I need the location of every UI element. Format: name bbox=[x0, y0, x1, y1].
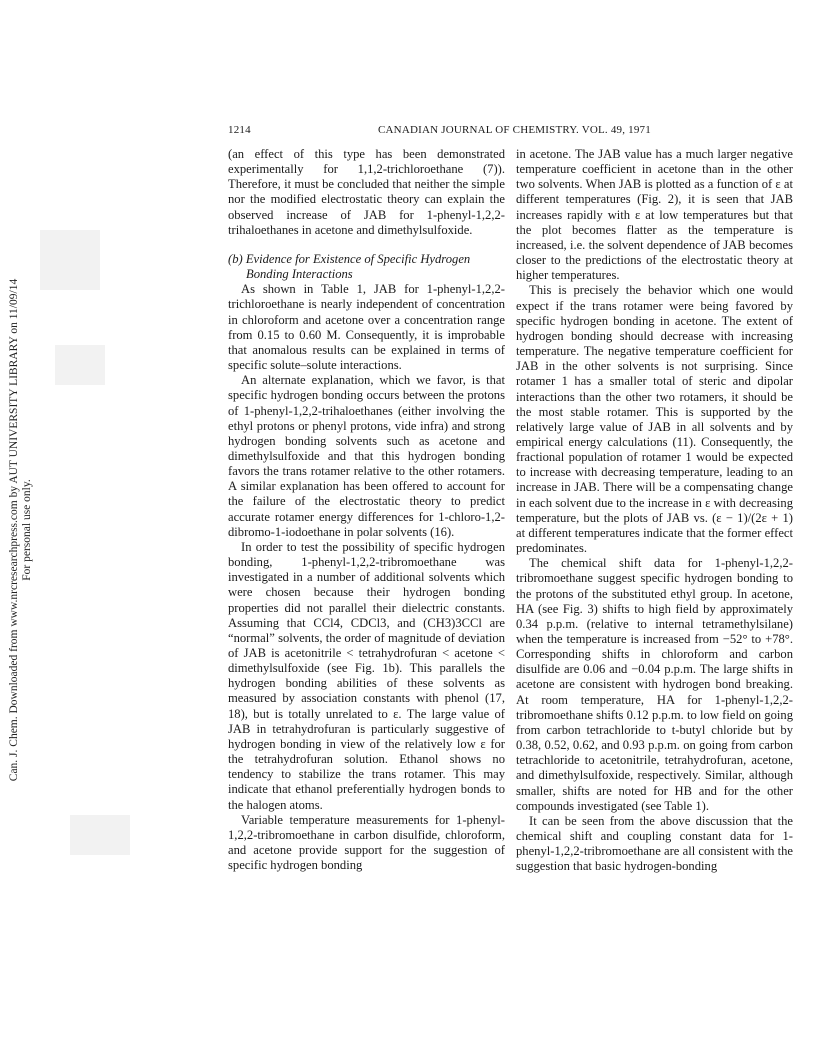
paragraph: An alternate explanation, which we favor, is that specific hydrogen bonding occurs between the protons of 1-phenyl-1,2,2-trihaloethanes (either involving the ethyl protons or phenyl protons, vide infra) and strong hydrogen bonding solvents such as acetone and dimethylsulfoxide and that this hydrogen bonding favors the trans rotamer relative to the other rotamers. A similar explanation has been offered to account for the failure of the electrostatic theory to predict accurate rotamer energy differences for 1-chloro-1,2-dibromo-1-iodoethane in polar solvents (16). bbox=[228, 373, 505, 539]
paragraph: (an effect of this type has been demonstrated experimentally for 1,1,2-trichloroethane (7)). Therefore, it must be concluded that neither the simple nor the modified electrostatic theory can explain the observed increase of JAB for 1-phenyl-1,2,2-trihaloethanes in acetone and dimethylsulfoxide. bbox=[228, 147, 505, 237]
watermark-line-2: For personal use only. bbox=[21, 479, 33, 581]
journal-title: CANADIAN JOURNAL OF CHEMISTRY. VOL. 49, 1971 bbox=[378, 124, 651, 136]
left-column bbox=[228, 147, 505, 873]
paragraph: This is precisely the behavior which one would expect if the trans rotamer were being favored by specific hydrogen bonding in acetone. The extent of hydrogen bonding should decrease with increasing temperature. The negative temperature coefficient for JAB in the other solvents is not surprising. Since rotamer 1 has a smaller total of steric and dipolar interactions than the other two rotamers, it should be the most stable rotamer. This is supported by the relatively large value of JAB in all solvents and by empirical energy calculations (11). Consequently, the fractional population of rotamer 1 would be expected to increase with decreasing temperature, leading to an increase in JAB. There will be a compensating change in each solvent due to the increase in ε with decreasing temperature, but the plots of JAB vs. (ε − 1)/(2ε + 1) at different temperatures indicate that the former effect predominates. bbox=[516, 283, 793, 556]
section-heading-continued: Bonding Interactions bbox=[246, 267, 353, 282]
paragraph: The chemical shift data for 1-phenyl-1,2,2-tribromoethane suggest specific hydrogen bonding to the protons of the substituted ethyl group. In acetone, HA (see Fig. 3) shifts to high field by approximately 0.34 p.p.m. (relative to internal tetramethylsilane) when the temperature is increased from −52° to +78°. Corresponding shifts in chloroform and carbon disulfide are 0.06 and −0.04 p.p.m. The large shifts in acetone are consistent with hydrogen bond breaking. At room temperature, HA for 1-phenyl-1,2,2-tribromoethane shifts 0.12 p.p.m. to low field on going from carbon tetrachloride to t-butyl chloride but by 0.38, 0.52, 0.62, and 0.93 p.p.m. on going from carbon tetrachloride to acetonitrile, tetrahydrofuran, acetone, and dimethylsulfoxide, respectively. Similar, although smaller, shifts are noted for HB and for the other compounds investigated (see Table 1). bbox=[516, 556, 793, 813]
faint-scan-mark bbox=[55, 345, 105, 385]
running-header bbox=[228, 124, 788, 140]
paragraph: In order to test the possibility of specific hydrogen bonding, 1-phenyl-1,2,2-tribromoethane was investigated in a number of additional solvents which were chosen because their hydrogen bonding properties did not parallel their dielectric constants. Assuming that CCl4, CDCl3, and (CH3)3CCl are “normal” solvents, the order of magnitude of deviation of JAB is acetonitrile < tetrahydrofuran < acetone < dimethylsulfoxide (see Fig. 1b). This parallels the hydrogen bonding abilities of these solvents as measured by association constants with phenol (17, 18), but is totally unrelated to ε. The large value of JAB in tetrahydrofuran is particularly suggestive of hydrogen bonding in view of the relatively low ε for the tetrahydrofuran solution. Ethanol shows no tendency to stabilize the trans rotamer. This may indicate that ethanol preferentially hydrogen bonds to the halogen atoms. bbox=[228, 539, 505, 812]
paragraph: Variable temperature measurements for 1-phenyl-1,2,2-tribromoethane in carbon disulfide, chloroform, and acetone provide support for the suggestion of specific hydrogen bonding bbox=[228, 812, 505, 873]
watermark-line-1: Can. J. Chem. Downloaded from www.nrcresearchpress.com by AUT UNIVERSITY LIBRARY on 11/09/14 bbox=[8, 278, 20, 782]
paragraph: in acetone. The JAB value has a much larger negative temperature coefficient in acetone than in the other two solvents. When JAB is plotted as a function of ε at different temperatures (Fig. 2), it is seen that JAB increases rapidly with ε at low temperatures but that the plot becomes flatter as the temperature is increased, i.e. the solvent dependence of JAB becomes closer to the predictions of the electrostatic theory at higher temperatures. bbox=[516, 147, 793, 283]
download-watermark bbox=[8, 230, 34, 830]
faint-scan-mark bbox=[40, 230, 100, 290]
section-heading: (b) Evidence for Existence of Specific Hydrogen bbox=[228, 251, 471, 266]
faint-scan-mark bbox=[70, 815, 130, 855]
page-number: 1214 bbox=[228, 124, 251, 136]
paragraph: It can be seen from the above discussion that the chemical shift and coupling constant data for 1-phenyl-1,2,2-tribromoethane are all consistent with the suggestion that basic hydrogen-bonding bbox=[516, 813, 793, 874]
right-column bbox=[516, 147, 793, 875]
paragraph: As shown in Table 1, JAB for 1-phenyl-1,2,2-trichloroethane is nearly independent of concentration in chloroform and acetone over a concentration range from 0.15 to 0.60 M. Consequently, it is improbable that anomalous results can be explained in terms of specific solute–solute interactions. bbox=[228, 282, 505, 373]
